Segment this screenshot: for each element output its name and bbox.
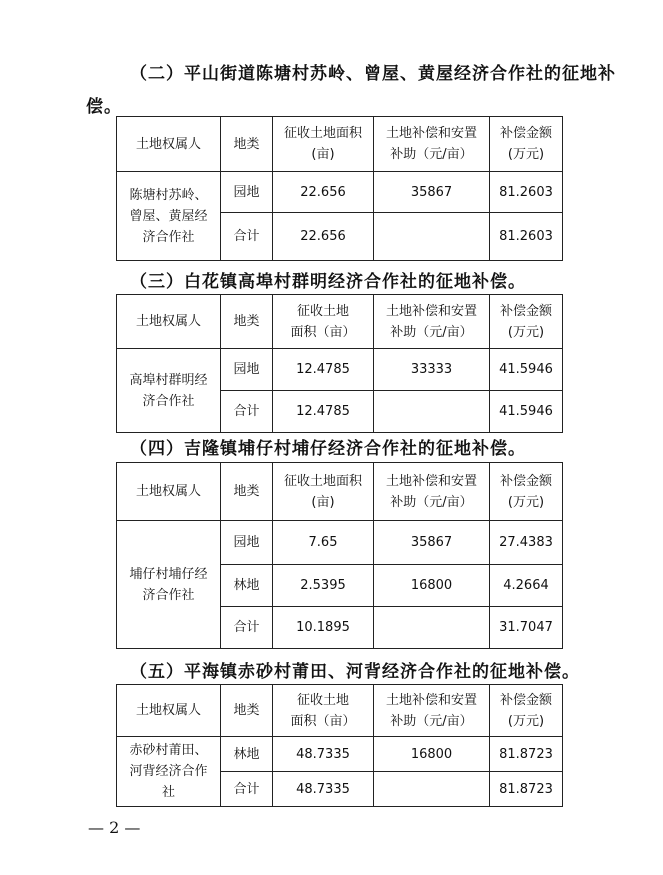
header-area: 征收土地 面积（亩） [273, 295, 374, 349]
amount-cell: 31.7047 [490, 607, 563, 649]
land-type-cell: 林地 [221, 737, 273, 772]
header-amount: 补偿金额 (万元) [490, 685, 563, 737]
owner-cell: 陈塘村苏岭、 曾屋、黄屋经 济合作社 [117, 172, 221, 261]
rate-cell [374, 772, 490, 807]
section-2-heading: （二）平山街道陈塘村苏岭、曾屋、黄屋经济合作社的征地补 [130, 64, 616, 84]
land-type-cell: 合计 [221, 772, 273, 807]
header-owner: 土地权属人 [117, 685, 221, 737]
header-land-type: 地类 [221, 295, 273, 349]
page-number: — 2 — [88, 818, 141, 837]
area-cell: 22.656 [273, 213, 374, 261]
section-2-heading-continued: 偿。 [86, 97, 122, 117]
header-owner: 土地权属人 [117, 463, 221, 521]
table-header-row [117, 295, 563, 349]
rate-cell: 35867 [374, 172, 490, 213]
land-type-cell: 合计 [221, 391, 273, 433]
header-land-type: 地类 [221, 463, 273, 521]
amount-cell: 81.2603 [490, 213, 563, 261]
header-amount: 补偿金额 (万元) [490, 295, 563, 349]
header-area: 征收土地 面积（亩） [273, 685, 374, 737]
rate-cell: 16800 [374, 737, 490, 772]
section-3-table [116, 294, 563, 433]
land-type-cell: 园地 [221, 349, 273, 391]
section-3-heading: （三）白花镇高埠村群明经济合作社的征地补偿。 [130, 272, 526, 292]
land-type-cell: 合计 [221, 213, 273, 261]
header-rate: 土地补偿和安置 补助（元/亩） [374, 117, 490, 172]
area-cell: 12.4785 [273, 349, 374, 391]
header-land-type: 地类 [221, 117, 273, 172]
rate-cell [374, 213, 490, 261]
table-header-row [117, 117, 563, 172]
table-header-row [117, 463, 563, 521]
header-owner: 土地权属人 [117, 295, 221, 349]
header-owner: 土地权属人 [117, 117, 221, 172]
section-5-heading: （五）平海镇赤砂村莆田、河背经济合作社的征地补偿。 [130, 662, 580, 682]
rate-cell: 35867 [374, 521, 490, 565]
rate-cell: 16800 [374, 565, 490, 607]
land-type-cell: 园地 [221, 172, 273, 213]
header-rate: 土地补偿和安置 补助（元/亩） [374, 685, 490, 737]
amount-cell: 81.8723 [490, 772, 563, 807]
owner-cell: 高埠村群明经 济合作社 [117, 349, 221, 433]
rate-cell [374, 607, 490, 649]
header-amount: 补偿金额 (万元) [490, 463, 563, 521]
area-cell: 7.65 [273, 521, 374, 565]
header-rate: 土地补偿和安置 补助（元/亩） [374, 463, 490, 521]
rate-cell [374, 391, 490, 433]
amount-cell: 41.5946 [490, 349, 563, 391]
header-area: 征收土地面积 (亩) [273, 117, 374, 172]
table-header-row [117, 685, 563, 737]
amount-cell: 81.8723 [490, 737, 563, 772]
owner-cell: 赤砂村莆田、 河背经济合作 社 [117, 737, 221, 807]
section-5-table [116, 684, 563, 807]
table-row [117, 737, 563, 772]
rate-cell: 33333 [374, 349, 490, 391]
area-cell: 48.7335 [273, 772, 374, 807]
section-4-heading: （四）吉隆镇埔仔村埔仔经济合作社的征地补偿。 [130, 439, 526, 459]
area-cell: 22.656 [273, 172, 374, 213]
area-cell: 2.5395 [273, 565, 374, 607]
amount-cell: 41.5946 [490, 391, 563, 433]
header-amount: 补偿金额 (万元) [490, 117, 563, 172]
area-cell: 12.4785 [273, 391, 374, 433]
amount-cell: 4.2664 [490, 565, 563, 607]
table-row [117, 172, 563, 213]
header-land-type: 地类 [221, 685, 273, 737]
section-2-table [116, 116, 563, 261]
amount-cell: 81.2603 [490, 172, 563, 213]
header-area: 征收土地面积 (亩) [273, 463, 374, 521]
land-type-cell: 园地 [221, 521, 273, 565]
section-4-table [116, 462, 563, 649]
header-rate: 土地补偿和安置 补助（元/亩） [374, 295, 490, 349]
table-row [117, 349, 563, 391]
table-row [117, 521, 563, 565]
amount-cell: 27.4383 [490, 521, 563, 565]
area-cell: 10.1895 [273, 607, 374, 649]
area-cell: 48.7335 [273, 737, 374, 772]
owner-cell: 埔仔村埔仔经 济合作社 [117, 521, 221, 649]
land-type-cell: 合计 [221, 607, 273, 649]
land-type-cell: 林地 [221, 565, 273, 607]
